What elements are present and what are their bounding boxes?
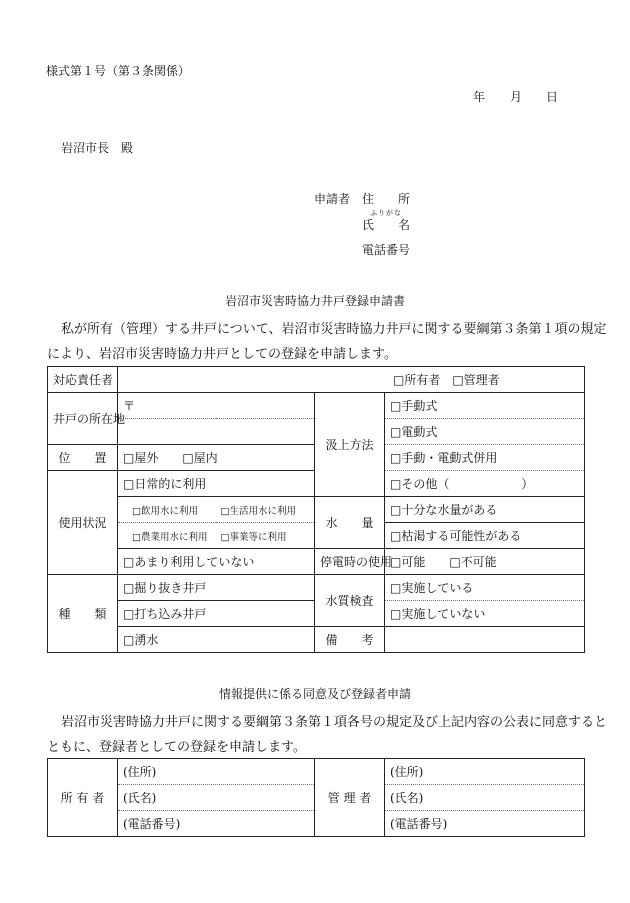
volume-option-sufficient[interactable]: □十分な水量がある [385,497,585,523]
usage-living[interactable]: □生活用水に利用 [216,497,315,523]
responsible-label: 対応責任者 [48,367,118,393]
form-number: 様式第１号（第３条関係） [46,64,191,78]
postal-mark[interactable]: 〒 [118,393,315,419]
usage-daily[interactable]: □日常的に利用 [118,471,315,497]
well-type-label: 種 類 [48,575,118,653]
type-spring[interactable]: □湧水 [118,627,315,653]
consent-line-2: ともに、登録者としての登録を申請します。 [47,740,306,755]
intro-line-2: により、岩沼市災害時協力井戸としての登録を申請します。 [47,347,397,362]
addressee: 岩沼市長 殿 [61,141,134,155]
pump-method-label: 汲上方法 [315,393,385,497]
remarks-field[interactable] [385,627,585,653]
pump-option-manual[interactable]: □手動式 [385,393,585,419]
date-day: 日 [546,90,559,104]
type-dug-well[interactable]: □掘り抜き井戸 [118,575,315,601]
usage-agriculture[interactable]: □農業用水に利用 [118,523,216,549]
manager-name-field[interactable]: (氏名) [385,785,585,811]
applicant-phone-label: 電話番号 [362,243,411,257]
intro-line-1: 私が所有（管理）する井戸について、岩沼市災害時協力井戸に関する要綱第３条第１項の規定 [61,322,607,337]
responsible-options[interactable]: □所有者 □管理者 [118,367,585,393]
volume-option-may-dry[interactable]: □枯渇する可能性がある [385,523,585,549]
position-options[interactable]: □屋外 □屋内 [118,445,315,471]
usage-business[interactable]: □事業等に利用 [216,523,315,549]
manager-label: 管 理 者 [315,759,385,837]
manager-address-field[interactable]: (住所) [385,759,585,785]
water-quality-label: 水質検査 [315,575,385,627]
well-info-table [47,366,585,653]
quality-option-not-done[interactable]: □実施していない [385,601,585,627]
usage-rarely[interactable]: □あまり利用していない [118,549,315,575]
quality-option-done[interactable]: □実施している [385,575,585,601]
applicant-label: 申請者 [314,192,351,206]
registrant-table [47,758,585,837]
outage-use-label: 停電時の使用 [315,549,385,575]
applicant-name-ruby: ふりがな [370,209,402,217]
position-label: 位 置 [48,445,118,471]
location-label: 井戸の所在地 [48,393,118,445]
type-driven-well[interactable]: □打ち込み井戸 [118,601,315,627]
pump-option-electric[interactable]: □電動式 [385,419,585,445]
usage-drinking[interactable]: □飲用水に利用 [118,497,216,523]
date-month: 月 [510,90,523,104]
consent-title: 情報提供に係る同意及び登録者申請 [218,687,411,701]
outage-use-options[interactable]: □可能 □不可能 [385,549,585,575]
pump-option-combined[interactable]: □手動・電動式併用 [385,445,585,471]
date-year: 年 [473,90,486,104]
owner-phone-field[interactable]: (電話番号) [118,811,315,837]
remarks-label: 備 考 [315,627,385,653]
owner-address-field[interactable]: (住所) [118,759,315,785]
pump-option-other[interactable]: □その他（ ） [385,471,585,497]
usage-label: 使用状況 [48,471,118,575]
owner-name-field[interactable]: (氏名) [118,785,315,811]
applicant-address-label: 住 所 [362,192,411,206]
manager-phone-field[interactable]: (電話番号) [385,811,585,837]
application-title: 岩沼市災害時協力井戸登録申請書 [224,294,405,308]
consent-line-1: 岩沼市災害時協力井戸に関する要綱第３条第１項各号の規定及び上記内容の公表に同意すると [61,715,608,730]
volume-label: 水 量 [315,497,385,549]
location-address-field[interactable] [118,419,315,445]
owner-label: 所 有 者 [48,759,118,837]
applicant-name-label: 氏 名 [362,218,411,232]
